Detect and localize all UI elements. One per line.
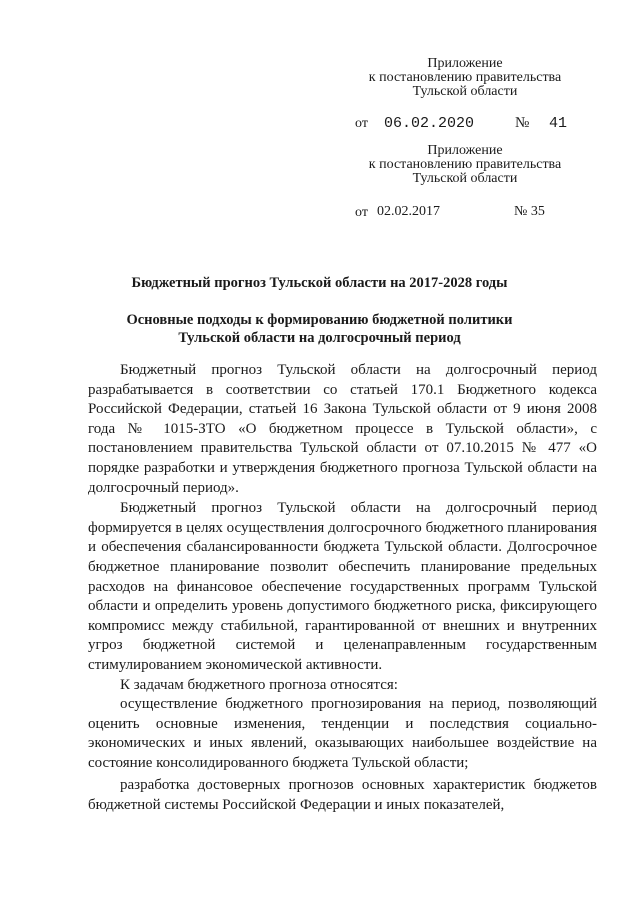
paragraph: Бюджетный прогноз Тульской области на долгосрочный период формируется в целях осуществления долгосрочного бюджетного планирования и обеспечения сбалансированности бюджета Тульской области. Долгосрочное бюджетное планирование позволит обеспечить планирование предельных расходов на финансовое обеспечение государственных программ Тульской области и определить уровень допустимого бюджетного риска, фиксирующего компромисс между стабильной, гарантированной от внешних и внутренних угроз бюджетной системой и целенаправленным государственным стимулированием экономической активности. [88,500,597,673]
header-number: 41 [549,115,568,132]
paragraph: К задачам бюджетного прогноза относятся: [120,676,398,693]
header-attachment-label-2: Приложение [427,143,503,158]
header-date: 06.02.2020 [384,115,475,132]
paragraph: Бюджетный прогноз Тульской области на долгосрочный период разрабатывается в соответствии со статьей 170.1 Бюджетного кодекса Российской Федерации, статьей 16 Закона Тульской области от 9 июня 2008 года № 1015-ЗТО «О бюджетном процессе в Тульской области», с постановлением правительства Тульской области от 07.10.2015 № 477 «О порядке разработки и утверждения бюджетного прогноза Тульской области на долгосрочный период». [88,362,597,496]
header-attachment-label: Приложение [427,56,503,71]
header-date-prefix-2: от [355,205,368,220]
header-resolution-label: к постановлению правительства [368,70,562,85]
header-date-prefix: от [355,116,368,131]
header-region-label-2: Тульской области [412,171,518,186]
header-region-label: Тульской области [412,84,518,99]
section-title-line1: Основные подходы к формированию бюджетной политики [126,312,513,328]
section-title-line2: Тульской области на долгосрочный период [178,330,461,346]
header-date-2: 02.02.2017 [377,204,440,219]
paragraph: разработка достоверных прогнозов основных характеристик бюджетов бюджетной системы Российской Федерации и иных показателей, [88,777,597,814]
header-number-2: № 35 [514,204,545,219]
header-number-prefix: № [515,115,530,131]
document-body [88,361,597,816]
header-resolution-label-2: к постановлению правительства [368,157,562,172]
document-title: Бюджетный прогноз Тульской области на 2017-2028 годы [131,275,508,291]
paragraph: осуществление бюджетного прогнозирования на период, позволяющий оценить основные изменения, тенденции и последствия социально-экономических и иных явлений, оказывающих наибольшее воздействие на состояние консолидированного бюджета Тульской области; [88,696,597,771]
